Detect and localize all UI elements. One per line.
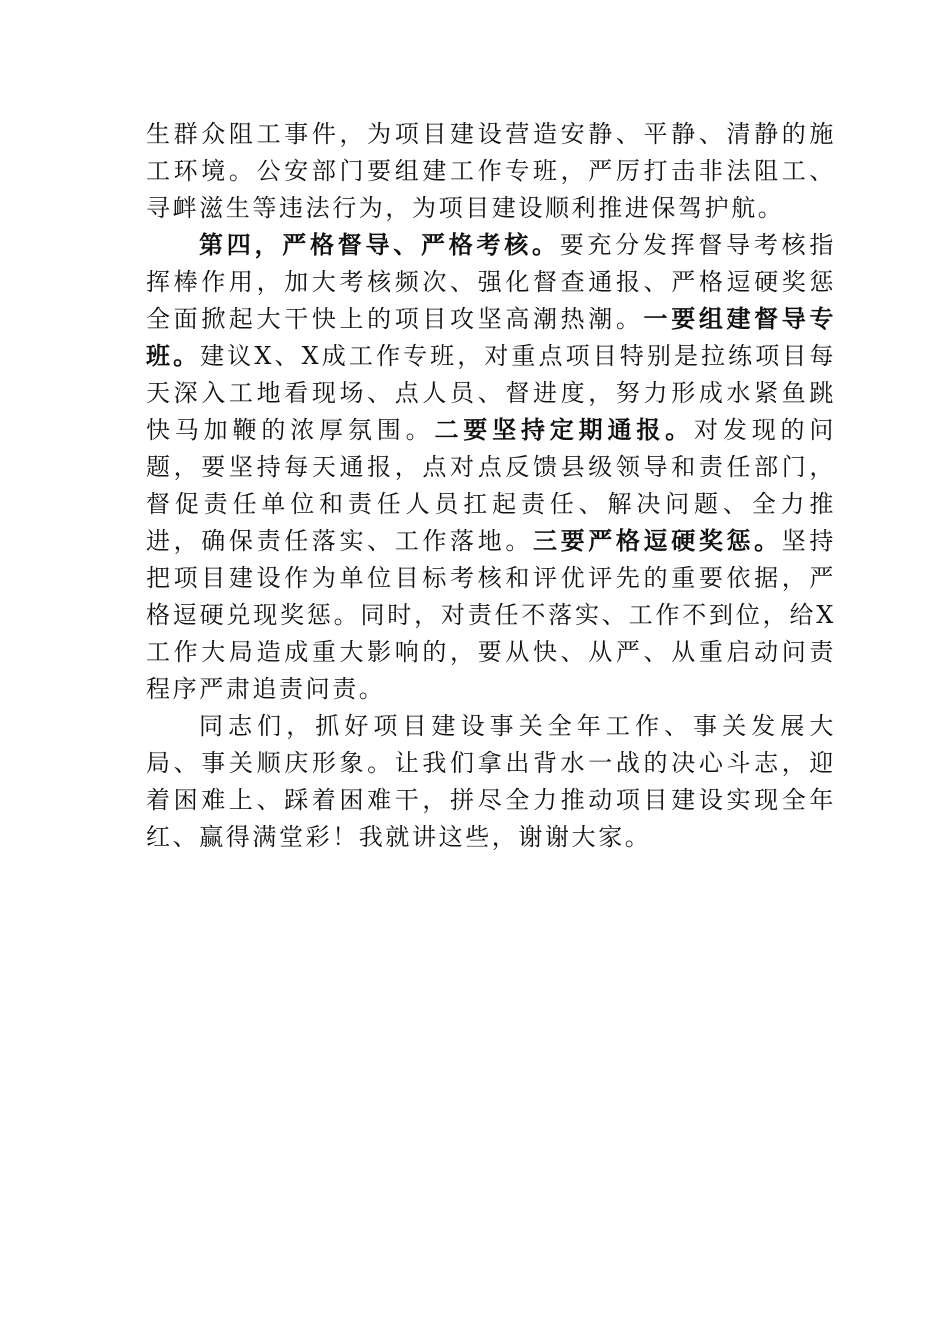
paragraph-text: 同志们，抓好项目建设事关全年工作、事关发展大局、事关顺庆形象。让我们拿出背水一战的决心斗志，迎着困难上、踩着困难干，拼尽全力推动项目建设实现全年红、赢得满堂彩！我就讲这些，谢谢大家。 — [146, 712, 836, 851]
section-heading-fourth: 第四，严格督导、严格考核。 — [199, 231, 560, 259]
paragraph-text: 建议X、X成工作专班，对重点项目特别是拉练项目每天深入工地看现场、点人员、督进度，努力形成水紧鱼跳快马加鞭的浓厚氛围。 — [146, 342, 836, 444]
subheading-rewards-penalties: 三要严格逗硬奖惩。 — [532, 527, 782, 555]
document-body — [146, 116, 836, 856]
paragraph-text: 对发现的问题，要坚持每天通报，点对点反馈县级领导和责任部门，督促责任单位和责任人员扛起责任、解决问题、全力推进，确保责任落实、工作落地。 — [146, 416, 837, 555]
subheading-supervision-team: 一要组建督导专班。 — [146, 305, 836, 370]
paragraph-continuation — [146, 116, 836, 227]
paragraph-fourth-point — [146, 227, 836, 708]
paragraph-text: 要充分发挥督导考核指挥棒作用，加大考核频次、强化督查通报、严格逗硬奖惩全面掀起大干快上的项目攻坚高潮热潮。 — [146, 231, 836, 333]
subheading-regular-report: 二要坚持定期通报。 — [434, 416, 695, 444]
paragraph-text: 生群众阻工事件，为项目建设营造安静、平静、清静的施工环境。公安部门要组建工作专班，严厉打击非法阻工、寻衅滋生等违法行为，为项目建设顺利推进保驾护航。 — [146, 120, 836, 222]
paragraph-closing — [146, 708, 836, 856]
paragraph-text: 坚持把项目建设作为单位目标考核和评优评先的重要依据，严格逗硬兑现奖惩。同时，对责任不落实、工作不到位，给X工作大局造成重大影响的，要从快、从严、从重启动问责程序严肃追责问责。 — [146, 527, 837, 703]
